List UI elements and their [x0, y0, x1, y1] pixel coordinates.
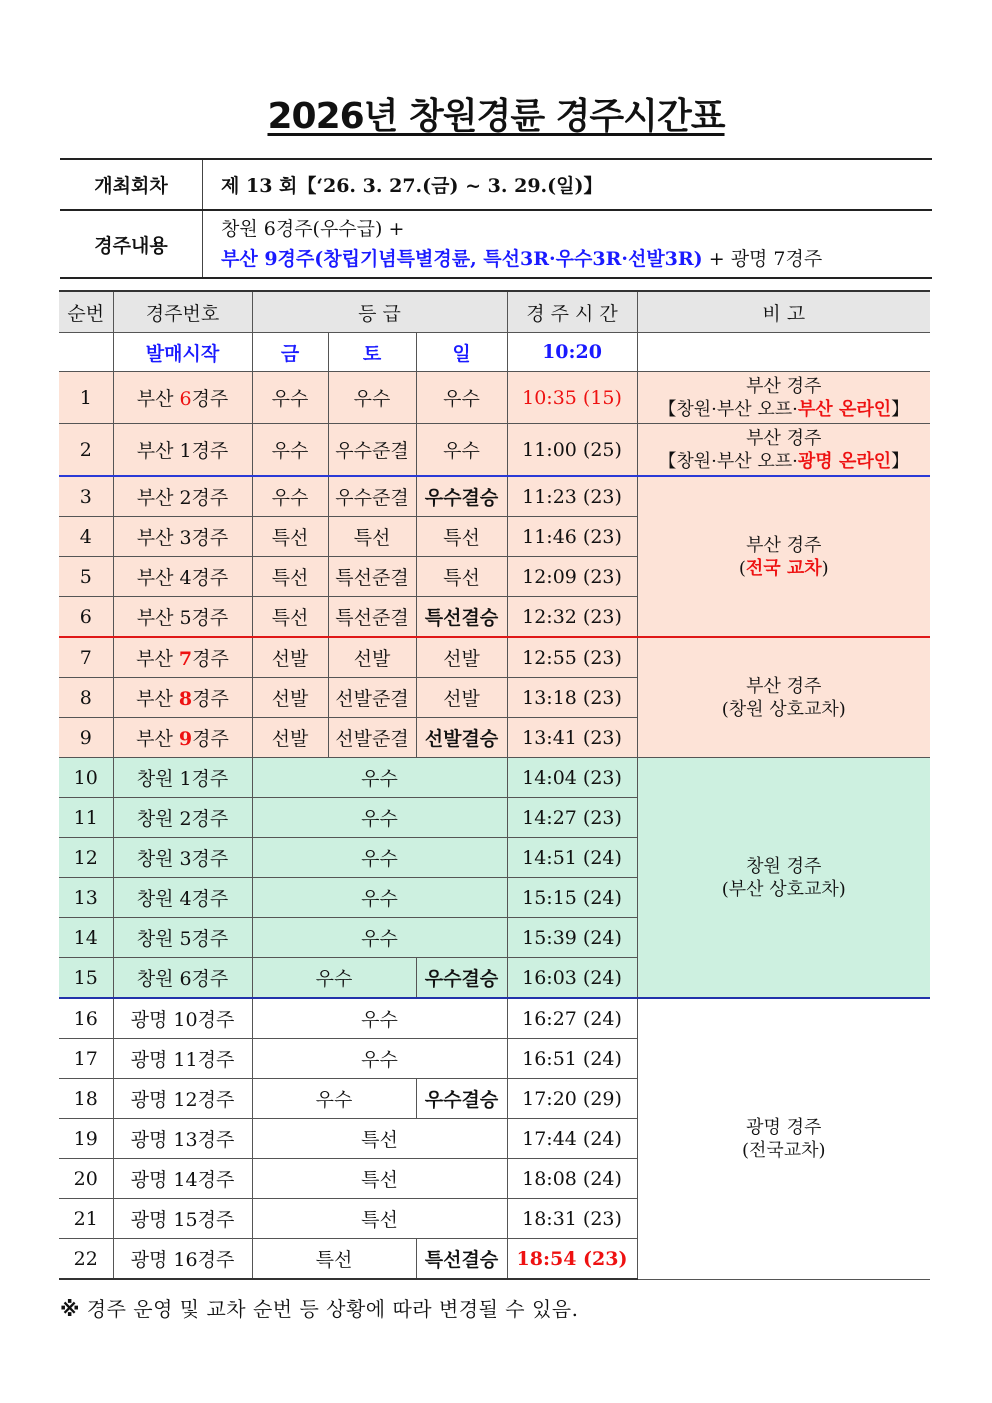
race-number: 부산 2경주	[113, 476, 252, 517]
table-row	[59, 637, 930, 678]
race-order: 4	[59, 517, 113, 557]
race-number: 부산 5경주	[113, 597, 252, 638]
race-note: 광명 경주 (전국교차)	[637, 998, 930, 1279]
table-row	[59, 758, 930, 798]
race-order: 16	[59, 998, 113, 1039]
grade-sun: 특선결승	[416, 597, 507, 638]
race-time: 16:27 (24)	[507, 998, 637, 1039]
race-order: 17	[59, 1039, 113, 1079]
race-time: 11:23 (23)	[507, 476, 637, 517]
race-grade: 우수	[252, 838, 507, 878]
race-number: 광명 16경주	[113, 1239, 252, 1280]
race-grade: 우수	[252, 798, 507, 838]
race-number: 광명 15경주	[113, 1199, 252, 1239]
race-grade-final: 특선결승	[416, 1239, 507, 1280]
race-number: 부산 3경주	[113, 517, 252, 557]
race-order: 7	[59, 637, 113, 678]
grade-fri: 선발	[252, 718, 328, 758]
grade-sun: 특선	[416, 557, 507, 597]
race-time: 12:55 (23)	[507, 637, 637, 678]
race-time: 18:08 (24)	[507, 1159, 637, 1199]
sale-start-time: 10:20	[507, 333, 637, 372]
sale-start-blank	[59, 333, 113, 372]
grade-sun: 특선	[416, 517, 507, 557]
grade-fri: 우수	[252, 372, 328, 424]
race-time: 14:51 (24)	[507, 838, 637, 878]
race-order: 20	[59, 1159, 113, 1199]
day-sat: 토	[328, 333, 416, 372]
race-time: 12:32 (23)	[507, 597, 637, 638]
race-number: 광명 14경주	[113, 1159, 252, 1199]
race-time: 13:41 (23)	[507, 718, 637, 758]
race-time: 17:44 (24)	[507, 1119, 637, 1159]
header-no: 순번	[59, 291, 113, 333]
race-order: 10	[59, 758, 113, 798]
race-order: 19	[59, 1119, 113, 1159]
race-order: 12	[59, 838, 113, 878]
race-number: 광명 10경주	[113, 998, 252, 1039]
race-time: 17:20 (29)	[507, 1079, 637, 1119]
grade-sun: 우수결승	[416, 476, 507, 517]
race-grade: 우수	[252, 1039, 507, 1079]
busan-races-text: 부산 9경주(창립기념특별경륜, 특선3R·우수3R·선발3R)	[221, 248, 703, 270]
race-order: 5	[59, 557, 113, 597]
grade-sat: 선발	[328, 637, 416, 678]
race-order: 15	[59, 958, 113, 999]
race-grade: 우수	[252, 758, 507, 798]
content-line2	[221, 244, 932, 274]
grade-sat: 우수	[328, 372, 416, 424]
grade-sun: 우수	[416, 424, 507, 477]
table-row	[59, 372, 930, 424]
race-order: 1	[59, 372, 113, 424]
grade-sat: 특선준결	[328, 557, 416, 597]
race-number: 광명 12경주	[113, 1079, 252, 1119]
grade-sat: 선발준결	[328, 678, 416, 718]
race-number: 부산 1경주	[113, 424, 252, 477]
race-number: 창원 1경주	[113, 758, 252, 798]
race-number: 부산 6경주	[113, 372, 252, 424]
footnote	[60, 1293, 578, 1322]
race-grade: 우수	[252, 998, 507, 1039]
race-time: 18:31 (23)	[507, 1199, 637, 1239]
table-header-row	[59, 291, 930, 333]
race-time: 10:35 (15)	[507, 372, 637, 424]
grade-sun: 선발	[416, 637, 507, 678]
table-row	[59, 476, 930, 517]
race-number: 창원 3경주	[113, 838, 252, 878]
grade-sat: 특선	[328, 517, 416, 557]
sale-start-note-blank	[637, 333, 930, 372]
grade-sat: 특선준결	[328, 597, 416, 638]
race-note: 창원 경주 (부산 상호교차)	[637, 758, 930, 999]
race-number: 부산 7경주	[113, 637, 252, 678]
table-row	[59, 424, 930, 477]
grade-fri: 특선	[252, 517, 328, 557]
race-number: 창원 6경주	[113, 958, 252, 999]
race-order: 18	[59, 1079, 113, 1119]
race-time: 14:27 (23)	[507, 798, 637, 838]
race-order: 14	[59, 918, 113, 958]
race-number: 부산 8경주	[113, 678, 252, 718]
day-fri: 금	[252, 333, 328, 372]
race-grade: 우수	[252, 958, 416, 999]
day-sun: 일	[416, 333, 507, 372]
race-grade: 특선	[252, 1119, 507, 1159]
grade-fri: 특선	[252, 557, 328, 597]
race-order: 13	[59, 878, 113, 918]
plus-sign: +	[702, 248, 731, 270]
race-time: 11:00 (25)	[507, 424, 637, 477]
race-time: 16:51 (24)	[507, 1039, 637, 1079]
race-note: 부산 경주 (전국 교차)	[637, 476, 930, 637]
race-grade-final: 우수결승	[416, 958, 507, 999]
race-note: 부산 경주 【창원·부산 오프·광명 온라인】	[637, 424, 930, 477]
grade-sun: 선발결승	[416, 718, 507, 758]
content-line1: 창원 6경주(우수급) +	[221, 218, 405, 240]
grade-sat: 우수준결	[328, 476, 416, 517]
race-order: 22	[59, 1239, 113, 1280]
grade-sun: 우수	[416, 372, 507, 424]
race-order: 11	[59, 798, 113, 838]
grade-fri: 우수	[252, 476, 328, 517]
content-value	[203, 210, 933, 278]
session-label: 개최회차	[60, 159, 203, 210]
reference-mark-icon: ※	[60, 1297, 80, 1321]
grade-sun: 선발	[416, 678, 507, 718]
race-grade: 특선	[252, 1239, 416, 1280]
race-time: 13:18 (23)	[507, 678, 637, 718]
grade-fri: 선발	[252, 637, 328, 678]
race-number: 부산 4경주	[113, 557, 252, 597]
sale-start-label: 발매시작	[113, 333, 252, 372]
race-time: 15:15 (24)	[507, 878, 637, 918]
race-time: 15:39 (24)	[507, 918, 637, 958]
grade-sat: 우수준결	[328, 424, 416, 477]
race-number: 창원 5경주	[113, 918, 252, 958]
race-number: 창원 4경주	[113, 878, 252, 918]
race-grade-final: 우수결승	[416, 1079, 507, 1119]
race-order: 9	[59, 718, 113, 758]
race-order: 3	[59, 476, 113, 517]
table-row	[59, 998, 930, 1039]
content-label: 경주내용	[60, 210, 203, 278]
race-note: 부산 경주 【창원·부산 오프·부산 온라인】	[637, 372, 930, 424]
race-order: 6	[59, 597, 113, 638]
race-grade: 특선	[252, 1199, 507, 1239]
page-title: 2026년 창원경륜 경주시간표	[267, 96, 725, 137]
race-schedule-table	[59, 290, 930, 1280]
race-order: 2	[59, 424, 113, 477]
race-time: 11:46 (23)	[507, 517, 637, 557]
gwangmyeong-races-text: 광명 7경주	[730, 248, 823, 270]
race-grade: 우수	[252, 918, 507, 958]
grade-fri: 특선	[252, 597, 328, 638]
race-grade: 우수	[252, 1079, 416, 1119]
race-time: 12:09 (23)	[507, 557, 637, 597]
race-order: 21	[59, 1199, 113, 1239]
grade-fri: 우수	[252, 424, 328, 477]
race-time: 16:03 (24)	[507, 958, 637, 999]
race-grade: 특선	[252, 1159, 507, 1199]
race-order: 8	[59, 678, 113, 718]
race-number: 광명 11경주	[113, 1039, 252, 1079]
race-grade: 우수	[252, 878, 507, 918]
race-note: 부산 경주 (창원 상호교차)	[637, 637, 930, 758]
race-number: 광명 13경주	[113, 1119, 252, 1159]
header-time: 경 주 시 간	[507, 291, 637, 333]
session-info-table	[60, 158, 932, 279]
race-number: 창원 2경주	[113, 798, 252, 838]
grade-sat: 선발준결	[328, 718, 416, 758]
footnote-text: 경주 운영 및 교차 순번 등 상황에 따라 변경될 수 있음.	[79, 1297, 579, 1321]
header-grade: 등 급	[252, 291, 507, 333]
sale-start-row	[59, 333, 930, 372]
header-race: 경주번호	[113, 291, 252, 333]
race-time: 14:04 (23)	[507, 758, 637, 798]
race-time: 18:54 (23)	[507, 1239, 637, 1280]
header-note: 비 고	[637, 291, 930, 333]
grade-fri: 선발	[252, 678, 328, 718]
session-value: 제 13 회【‘26. 3. 27.(금) ~ 3. 29.(일)】	[203, 159, 933, 210]
race-number: 부산 9경주	[113, 718, 252, 758]
